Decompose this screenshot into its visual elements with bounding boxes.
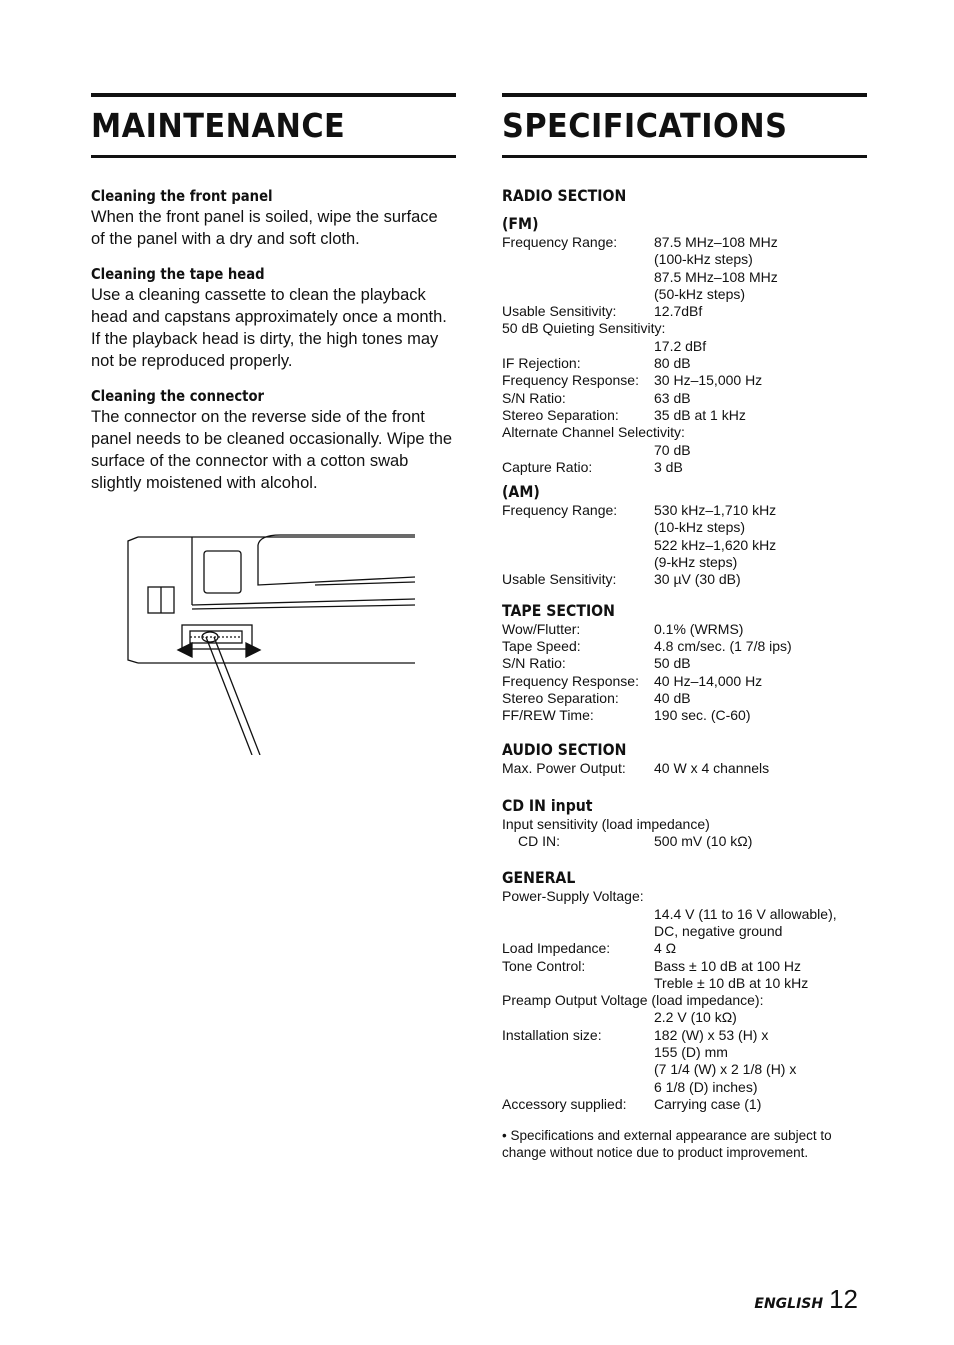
maintenance-title: MAINTENANCE [91,106,346,145]
spec-value-line: 6 1/8 (D) inches) [654,1078,758,1095]
spec-value-line: (10-kHz steps) [654,519,746,536]
audio-section-heading: AUDIO SECTION [502,740,627,760]
spec-key: Usable Sensitivity: [502,571,617,588]
spec-value: 40 Hz–14,000 Hz [654,672,763,689]
am-heading: (AM) [502,482,540,502]
spec-value: 70 dB [654,441,691,458]
front-panel-text: When the front panel is soiled, wipe the surface of the panel with a dry and soft cloth. [91,208,438,248]
spec-value: 500 mV (10 kΩ) [654,833,753,850]
spec-value-line: 155 (D) mm [654,1043,728,1060]
spec-row [502,958,867,993]
general-heading: GENERAL [502,868,576,888]
spec-row [502,571,867,588]
spec-row [502,390,867,407]
page-number: 12 [829,1284,858,1314]
spec-key: Frequency Range: [502,234,618,250]
spec-row [502,502,867,571]
tape-section-heading: TAPE SECTION [502,600,615,620]
spec-value-line: DC, negative ground [654,922,783,939]
title-rule-bottom [91,155,456,158]
spec-row [502,673,867,690]
spec-row [502,303,867,320]
spec-value-line: (100-kHz steps) [654,251,753,268]
spec-value: 4.8 cm/sec. (1 7/8 ips) [654,637,792,654]
spec-value-line: (7 1/4 (W) x 2 1/8 (H) x [654,1061,797,1078]
connector-heading: Cleaning the connector [91,387,265,405]
cd-in-heading: CD IN input [502,795,593,815]
spec-row [502,690,867,707]
spec-key: Wow/Flutter: [502,620,581,637]
spec-value: 40 dB [654,689,691,706]
spec-key: Capture Ratio: [502,458,593,475]
spec-value-line: 522 kHz–1,620 kHz [654,536,777,553]
spec-value: 17.2 dBf [654,337,707,354]
spec-key: IF Rejection: [502,355,581,372]
spec-value-line: 87.5 MHz–108 MHz [654,234,778,250]
spec-value [654,234,867,303]
tape-head-heading: Cleaning the tape head [91,265,265,283]
spec-value-line: Bass ± 10 dB at 100 Hz [654,957,801,974]
spec-value-line: 182 (W) x 53 (H) x [654,1026,769,1043]
page-footer [754,1284,858,1315]
connector-text: The connector on the reverse side of the front panel needs to be cleaned occasionally. Wipe the surface of the connector with a cotton swab slightly moistened with alcohol. [91,408,453,492]
spec-value: 4 Ω [654,940,677,957]
spec-key: Accessory supplied: [502,1095,627,1112]
language-label: ENGLISH [754,1296,824,1312]
spec-key: Stereo Separation: [502,406,619,423]
spec-value: 190 sec. (C-60) [654,707,751,724]
spec-value [654,958,867,993]
spec-row [502,372,867,389]
spec-row [502,1027,867,1096]
spec-key: Frequency Response: [502,672,639,689]
spec-key-full: 50 dB Quieting Sensitivity: [502,320,666,337]
maintenance-column [91,93,456,494]
specifications-note: • Specifications and external appearance are subject to change without notice due to product improvement. [502,1128,832,1161]
spec-value: 80 dB [654,355,691,372]
specifications-column [502,93,867,1161]
spec-key: Frequency Range: [502,502,618,519]
spec-row [502,655,867,672]
spec-row [502,833,867,850]
spec-key-full: Power-Supply Voltage: [502,888,644,905]
spec-key: Max. Power Output: [502,760,626,777]
title-rule-top [91,93,456,97]
spec-value [654,502,867,571]
spec-key: Tape Speed: [502,637,581,654]
spec-value: Carrying case (1) [654,1095,762,1112]
spec-value [654,906,867,941]
spec-value-line: 87.5 MHz–108 MHz [654,268,778,285]
spec-value: 63 dB [654,389,691,406]
spec-value-line: (9-kHz steps) [654,554,738,571]
spec-row [502,407,867,424]
spec-value-line: 14.4 V (11 to 16 V allowable), [654,905,837,922]
spec-row [502,638,867,655]
spec-value: 3 dB [654,458,683,475]
spec-value-line: (50-kHz steps) [654,285,746,302]
spec-value: 0.1% (WRMS) [654,620,744,637]
radio-section-heading: RADIO SECTION [502,186,627,205]
specifications-title: SPECIFICATIONS [502,106,788,145]
spec-value: 2.2 V (10 kΩ) [654,1009,737,1026]
spec-key: Installation size: [502,1026,602,1043]
spec-key: Tone Control: [502,957,586,974]
spec-row [502,940,867,957]
spec-key: Stereo Separation: [502,689,619,706]
fm-heading: (FM) [502,214,539,233]
spec-row [502,760,867,777]
spec-value: 30 µV (30 dB) [654,571,741,588]
spec-row [502,338,867,355]
spec-row [502,234,867,303]
spec-key-full: Input sensitivity (load impedance) [502,815,710,832]
tape-spec-list [502,621,867,725]
title-rule-top [502,93,867,97]
spec-value: 40 W x 4 channels [654,760,770,777]
spec-value-line: Treble ± 10 dB at 10 kHz [654,974,809,991]
spec-key-full: Preamp Output Voltage (load impedance): [502,992,764,1009]
spec-row [502,707,867,724]
spec-key: S/N Ratio: [502,655,566,672]
spec-value-line: 530 kHz–1,710 kHz [654,502,777,519]
spec-row [502,621,867,638]
spec-row [502,1096,867,1113]
tape-head-text: Use a cleaning cassette to clean the playback head and capstans approximately once a month. If the playback head is dirty, the high tones may not be reproduced properly. [91,286,447,370]
connector-cleaning-illustration [120,525,420,755]
spec-value [654,1027,867,1096]
spec-key: Usable Sensitivity: [502,303,617,320]
spec-key: Load Impedance: [502,940,611,957]
spec-value: 30 Hz–15,000 Hz [654,372,763,389]
spec-row [502,355,867,372]
spec-key: S/N Ratio: [502,389,566,406]
spec-row [502,906,867,941]
spec-value: 50 dB [654,655,691,672]
spec-key: FF/REW Time: [502,707,594,724]
spec-key: Frequency Response: [502,372,639,389]
spec-value: 35 dB at 1 kHz [654,406,746,423]
spec-key-full: Alternate Channel Selectivity: [502,424,685,441]
spec-value: 12.7dBf [654,303,703,320]
spec-row [502,459,867,476]
front-panel-heading: Cleaning the front panel [91,187,273,205]
spec-row [502,1009,867,1026]
spec-key: CD IN: [518,833,560,850]
spec-row [502,442,867,459]
